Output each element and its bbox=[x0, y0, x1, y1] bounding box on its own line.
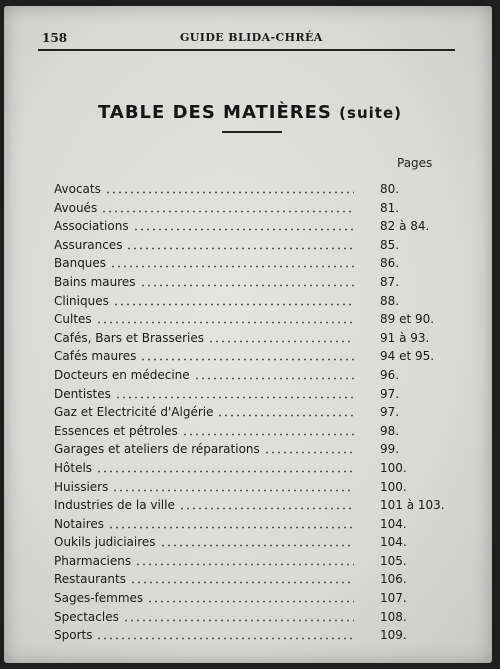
toc-entry-label: Garages et ateliers de réparations bbox=[54, 442, 260, 457]
title-suffix: (suite) bbox=[339, 104, 402, 122]
page-header bbox=[30, 28, 455, 50]
toc-entry bbox=[54, 496, 474, 515]
dot-leader bbox=[208, 339, 354, 344]
toc-entry-page: 97. bbox=[380, 386, 400, 401]
toc-entry-page: 109. bbox=[380, 628, 407, 643]
dot-leader bbox=[112, 488, 354, 493]
toc-entry-page: 81. bbox=[380, 200, 400, 215]
page-number: 158 bbox=[42, 31, 68, 45]
toc-entry-label: Cultes bbox=[54, 312, 92, 327]
toc-entry-label: Industries de la ville bbox=[54, 498, 175, 513]
toc-entry-page: 104. bbox=[380, 516, 407, 531]
toc-entry-page: 108. bbox=[380, 609, 407, 624]
toc-entry-label: Sages-femmes bbox=[54, 591, 144, 606]
toc-entry-label: Associations bbox=[54, 219, 129, 234]
dot-leader bbox=[264, 450, 354, 455]
toc-entry bbox=[54, 440, 474, 459]
toc-entry-label: Avocats bbox=[54, 182, 101, 196]
pages-column-label: Pages bbox=[397, 156, 433, 170]
toc-entry-label: Gaz et Electricité d'Algérie bbox=[54, 405, 214, 420]
dot-leader bbox=[217, 413, 354, 418]
dot-leader bbox=[96, 320, 354, 325]
toc-entry-page: 96. bbox=[380, 367, 400, 382]
dot-leader bbox=[115, 395, 354, 400]
toc-entry bbox=[54, 403, 474, 422]
toc-entry-label: Notaires bbox=[54, 516, 105, 531]
dot-leader bbox=[160, 543, 354, 548]
dot-leader bbox=[110, 264, 354, 269]
toc-entry-page: 99. bbox=[380, 442, 400, 457]
toc-entry-page: 100. bbox=[380, 479, 407, 494]
toc-entry bbox=[54, 626, 474, 645]
toc-entry-page: 98. bbox=[380, 423, 400, 438]
toc-entry-label: Cliniques bbox=[54, 293, 109, 308]
toc-entry-label: Dentistes bbox=[54, 386, 111, 401]
toc-entry bbox=[54, 366, 474, 385]
toc-entry-label: Pharmaciens bbox=[54, 553, 132, 568]
dot-leader bbox=[105, 190, 354, 195]
dot-leader bbox=[147, 599, 354, 604]
dot-leader bbox=[101, 209, 354, 214]
toc-entry bbox=[54, 589, 474, 608]
toc-entry-page: 100. bbox=[380, 460, 407, 475]
toc-entry-label: Docteurs en médecine bbox=[54, 367, 190, 382]
dot-leader bbox=[179, 506, 354, 511]
dot-leader bbox=[130, 580, 354, 585]
toc-entry bbox=[54, 273, 474, 292]
toc-entry-page: 89 et 90. bbox=[380, 312, 435, 327]
toc-entry-page: 106. bbox=[380, 572, 407, 587]
toc-entry-page: 101 à 103. bbox=[380, 498, 445, 513]
toc-entry bbox=[54, 385, 474, 404]
toc-entry-page: 87. bbox=[380, 274, 400, 289]
dot-leader bbox=[96, 636, 354, 641]
running-head: GUIDE BLIDA-CHRÉA bbox=[180, 31, 323, 44]
toc-entry bbox=[54, 459, 474, 478]
dot-leader bbox=[108, 525, 354, 530]
toc-entry-page: 82 à 84. bbox=[380, 219, 430, 234]
toc-entry-page: 88. bbox=[380, 293, 400, 308]
dot-leader bbox=[133, 227, 354, 232]
toc-entry-page: 104. bbox=[380, 535, 407, 550]
dot-leader bbox=[140, 357, 354, 362]
toc-entry-page: 86. bbox=[380, 256, 400, 271]
toc-entry-label: Essences et pétroles bbox=[54, 423, 178, 438]
toc-entry bbox=[54, 347, 474, 366]
toc-entry bbox=[54, 254, 474, 273]
toc-entry bbox=[54, 552, 474, 571]
toc-entry bbox=[54, 533, 474, 552]
toc-entry bbox=[54, 478, 474, 497]
page-title bbox=[0, 102, 500, 123]
toc-entry bbox=[54, 292, 474, 311]
toc-entry-label: Huissiers bbox=[54, 479, 109, 494]
toc-entry-label: Avoués bbox=[54, 200, 98, 215]
toc-entry bbox=[54, 236, 474, 255]
toc-entry-page: 94 et 95. bbox=[380, 349, 435, 364]
dot-leader bbox=[194, 376, 354, 381]
toc-entry-label: Banques bbox=[54, 256, 107, 271]
toc-entry-label: Oukils judiciaires bbox=[54, 535, 156, 550]
toc-entry-label: Cafés, Bars et Brasseries bbox=[54, 330, 205, 345]
toc-entry-page: 85. bbox=[380, 237, 400, 252]
dot-leader bbox=[96, 469, 354, 474]
toc-entry-label: Cafés maures bbox=[54, 349, 137, 364]
header-rule bbox=[38, 49, 455, 51]
toc-entry-page: 107. bbox=[380, 591, 407, 606]
title-underline bbox=[222, 131, 282, 133]
toc-entry-label: Hôtels bbox=[54, 460, 93, 475]
toc-entry bbox=[54, 608, 474, 627]
toc-entry-label: Restaurants bbox=[54, 572, 126, 587]
toc-entry-page: 91 à 93. bbox=[380, 330, 430, 345]
toc-entry-label: Sports bbox=[54, 628, 93, 643]
toc-entry-page: 97. bbox=[380, 405, 400, 420]
toc-entry bbox=[54, 217, 474, 236]
dot-leader bbox=[113, 302, 354, 307]
dot-leader bbox=[182, 432, 354, 437]
toc-entry bbox=[54, 570, 474, 589]
toc-entry bbox=[54, 199, 474, 218]
toc-entry-page: 80. bbox=[380, 182, 400, 196]
title-main: TABLE DES MATIÈRES bbox=[98, 102, 332, 123]
dot-leader bbox=[126, 246, 354, 251]
toc-entry bbox=[54, 310, 474, 329]
dot-leader bbox=[140, 283, 354, 288]
dot-leader bbox=[123, 618, 354, 623]
table-of-contents bbox=[54, 180, 474, 645]
toc-entry-label: Bains maures bbox=[54, 274, 136, 289]
toc-entry bbox=[54, 515, 474, 534]
toc-entry-label: Assurances bbox=[54, 237, 123, 252]
toc-entry bbox=[54, 180, 474, 199]
toc-entry-label: Spectacles bbox=[54, 609, 119, 624]
toc-entry bbox=[54, 329, 474, 348]
toc-entry bbox=[54, 422, 474, 441]
toc-entry-page: 105. bbox=[380, 553, 407, 568]
dot-leader bbox=[135, 562, 354, 567]
